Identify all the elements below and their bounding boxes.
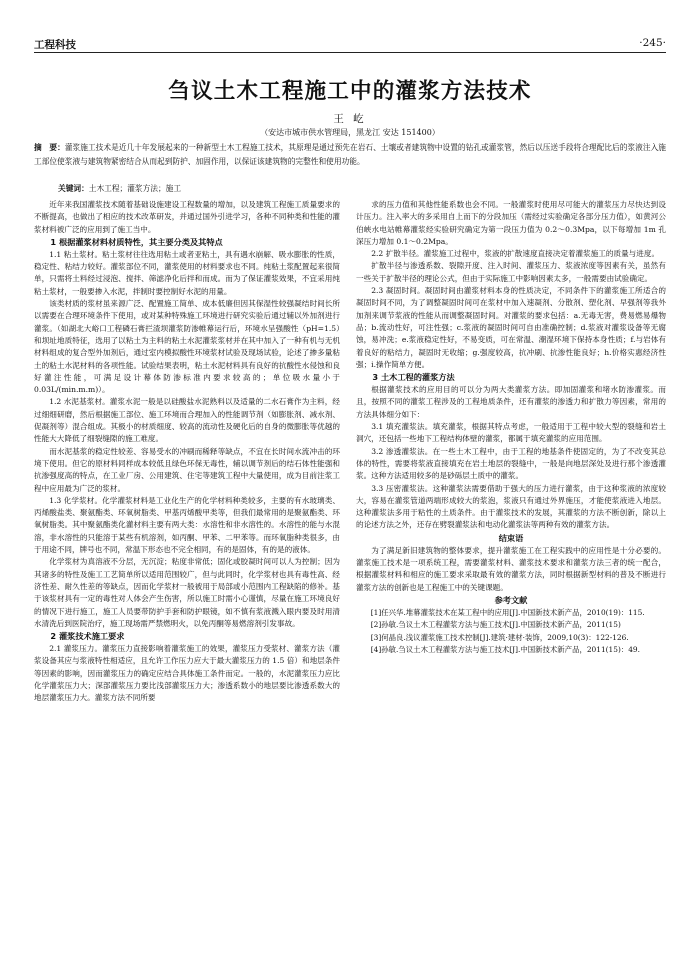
body-paragraph: 1.2 水泥基浆材。灌浆水泥一般是以硅酸盐水泥熟料以及适量的二水石膏作为主料，经过细细研磨，然后根据施工部位、施工环境而合理加入的性能调节剂（如膨胀剂、减水剂、促凝剂等）混合组成。其极小的材质细度、较高的流动性及硬化后的自身的微膨胀等优越的性能大大降低了细裂缝隙的施工难度。	[34, 397, 340, 444]
section-heading: 参考文献	[494, 594, 528, 605]
section-heading: 结束语	[498, 532, 524, 543]
abstract-text: 灌浆施工技术是近几十年发展起来的一种新型土木工程施工技术，其原理是通过预先在岩石、土壤或者建筑物中设置的钻孔或灌浆管，然后以压送手段将合理配比后的浆液注入施工部位使浆液与建筑物紧密结合从而起到防护、加固作用，以保证该建筑物的完整性和使用功能。	[34, 143, 666, 166]
author: 王 屹	[333, 113, 367, 125]
body-paragraph: 3.2 渗透灌浆法。在一些土木工程中，由于工程的地基条件使固定的，为了不改变其总体的特性，需要将浆液直接填充在岩土地层的裂缝中，一般是向地层深处及进行那个渗透灌浆。这种方法适用较多的是砂砾层土质中的灌浆。	[356, 446, 666, 481]
reference-item: [1]任兴华.堆幕灌浆技术在某工程中的应用[J].中国新技术新产品，2010(19)：115.	[370, 607, 645, 617]
reference-item: [4]孙敏.刍议土木工程灌浆方法与施工技术[J].中国新技术新产品，2011(15)：49.	[370, 644, 640, 654]
running-header	[34, 34, 666, 53]
body-paragraph: 1.1 粘土浆材。粘土浆材往往选用粘土或者亚粘土，具有遇水崩解、吸水膨胀的性质，稳定性、粘结力较好。灌浆部位不同，灌浆使用的材料要求也不同。纯粘土浆配置起来很简单，只需将土料经过浸泡、搅拌、筛滤净化后拌和而成。而为了保证灌浆效果，不宜采用纯粘土浆材，一般要掺入水泥，拌制时要控制好水泥的用量。	[34, 249, 340, 296]
body-paragraph: 化学浆材为真溶液不分层，无沉淀；粘度非常低；固化或胶凝时间可以人为控制；因为其诸多的特性及施工工艺简单所以适用范围较广，但与此同时，化学浆材也具有毒性高、经济性差、耐久性差的等缺点，因而化学浆材一般被用于局部或小范围内工程缺陷的修补。基于该浆材具有一定的毒性对人体会产生伤害，所以施工时需小心谨慎，尽量在施工环境良好的情况下进行施工，施工人员要带防护手套和防护眼镜，如不慎有浆液溅入眼内要及时用清水清洗后到医院治疗，施工现场需严禁燃明火，以免丙酮等易燃溶剂引发事故。	[34, 557, 340, 628]
body-paragraph: 扩散半径与渗透系数、裂隙开度、注入时间、灌浆压力、浆液浓度等因素有关，虽然有一些关于扩散半径的理论公式，但由于实际施工中影响因素太多，一般需要由试验确定。	[356, 261, 666, 283]
body-paragraph: 2.2 扩散半径。灌浆施工过程中，浆液的扩散速度直接决定着灌浆施工的质量与进度。	[371, 249, 660, 259]
body-paragraph: 3.3 压密灌浆法。这种灌浆法需要借助于强大的压力进行灌浆，由于这种浆液的浓度较大，容易在灌浆管道两端形成较大的浆泡，浆液只有通过外界施压，才能使浆液进入地层。这种灌浆法多用于粘性的土质条件。由于灌浆技术的发展，其灌浆的方法不断创新，除以上的论述方法之外，还存在劈裂灌浆法和电动化灌浆法等两种有效的灌浆方法。	[356, 483, 666, 530]
body-paragraph: 2.1 灌浆压力。灌浆压力直接影响着灌浆施工的效果，灌浆压力受浆材、灌浆方法（灌浆设备其应与浆液特性相适应，且允许工作压力应大于最大灌浆压力的 1.5 倍）和地层条件等因素的影响，因而灌浆压力的确定应结合具体施工条件而定。一般的，水泥灌浆压力应比化学灌浆压力大；深部灌浆压力要比浅部灌浆压力大；渗透系数小的地层要比渗透系数大的地层灌浆压力大。灌浆方法不同所要	[34, 644, 340, 703]
body-paragraph: 2.3 凝固时间。凝固时间由灌浆材料本身的性质决定，不同条件下的灌浆施工所适合的凝固时间不同，为了调整凝固时间可在浆材中加入速凝剂、分散剂、塑化剂、早强剂等我外加剂来调节浆液的性能从而调整凝固时间。对灌浆的要求包括：a.无毒无害，费易燃易爆物品；b.流动性好，可注性强；c.浆液的凝固时间可自由准确控制；d.浆液对灌浆设备等无腐蚀，易冲洗；e.浆液稳定性好，不易变质，可在常温、潮湿环境下保持本身性质；f.与岩体有着良好的粘结力，凝固时无收缩；g.强度较高，抗冲刷、抗渗性能良好；h.价格实惠经济性强；i.操作简单方便。	[356, 286, 666, 369]
section-heading: 2 灌浆技术施工要求	[50, 631, 125, 642]
journal-section: 工程科技	[34, 39, 76, 51]
body-paragraph: 3.1 填充灌浆法。填充灌浆，根据其特点考虑，一般适用于工程中较大型的裂缝和岩土洞穴，还包括一些地下工程结构体壁的灌浆，都属于填充灌浆的应用范围。	[356, 422, 666, 444]
keywords-text: 土木工程；灌浆方法；施工	[88, 184, 182, 193]
body-paragraph: 根据灌浆技术的应用目的可以分为两大类灌浆方法。即加固灌浆和堵水防渗灌浆。而且，按照不同的灌浆工程涉及的工程地质条件，还有灌浆的渗透力和扩散力等因素，常用的方法具体细分如下：	[356, 385, 666, 419]
page-number: ·245·	[639, 37, 666, 49]
abstract	[34, 141, 666, 168]
body-paragraph: 1.3 化学浆材。化学灌浆材料是工业化生产的化学材料种类较多，主要的有水玻璃类、丙烯酸盐类、聚氨酯类、环氧树脂类、甲基丙烯酸甲类等，但我们最常用的是聚氨酯类、环氧树脂类。其中聚氨酯类化灌材料主要有两大类：水溶性和非水溶性的。水溶性的能与水混溶，非水溶性的只能溶于某些有机溶剂，如丙酮、甲苯、二甲苯等。而环氧脂种类很多，由于用途不同，牌号也不同，常温下形态也不完全相同，有的是固体，有的是的液体。	[34, 495, 340, 555]
section-heading: 3 土木工程的灌浆方法	[372, 372, 455, 383]
reference-item: [3]何晶良.浅议灌浆施工技术控制[J].建筑·建材·装饰，2009,10(3)：122-126.	[370, 632, 629, 642]
left-column	[34, 199, 340, 705]
abstract-label: 摘 要：	[34, 143, 65, 152]
body-paragraph: 近年来我国灌浆技术随着基础设施建设工程数量的增加，以及建筑工程施工质量要求的不断提高，也做出了相应的技术改革研发，并通过国外引进学习，各种不同种类和性能的灌浆材料被广泛的应用到了施工当中。	[34, 200, 340, 234]
body-paragraph: 该类材质的浆材虽来源广泛、配置施工简单、成本低廉但因其保湿性较强凝结时间长所以需要在合理环境条件下使用，或对某种特殊施工环境进行研究实验后通过辅以外加剂进行灌浆。（如湖北大峪口工程磷石膏拦渣坝灌浆防渗帷幕运行后，环境水呈强酸性（pH=1.5）和坝址地质特征，选用了以粘土为主料的粘土水泥灌浆浆材并在其中加入了一种有机与无机材料组成的复合型外加剂后，通过室内模拟酸性环境浆材试验及现场试验，论述了掺多量粘土的粘土水泥材料的各项性能。试验结果表明，粘土水泥材料具有良好的抗酸性水侵蚀和良好灌注性能，可满足设计幕体防渗标准内要求较高的；单位吸水量小于 0.03L/(min.m.m)）。	[34, 299, 340, 395]
section-heading: 1 根据灌浆材料材质特性，其主要分类及其特点	[50, 236, 223, 247]
right-column	[356, 199, 666, 656]
affiliation: （安达市城市供水管理局，黑龙江 安达 151400）	[260, 128, 440, 137]
reference-item: [2]孙敏.刍议土木工程灌浆方法与施工技术[J].中国新技术新产品，2011(15)	[370, 620, 621, 630]
body-paragraph: 而水泥基浆的稳定性较差、容易受水的冲刷而稀释等缺点，不宜在长时间水流冲击的环境下使用。但它的原材料同样成本较低且绿色环保无毒性，辅以调节剂后的结石体性能强和抗渗强度高的特点，在工业厂房、公用建筑、住宅等建筑工程中大量使用，成为目前注浆工程中应用最为广泛的浆材。	[34, 446, 340, 493]
keywords	[58, 183, 181, 194]
article-title: 刍议土木工程施工中的灌浆方法技术	[168, 79, 532, 104]
keywords-label: 关键词：	[58, 184, 89, 193]
body-paragraph: 求的压力值和其他性能系数也会不同。一般灌浆时使用尽可能大的灌浆压力尽快达到设计压力。注入率大的多采用自上而下的分段加压（需经过实验确定各部分压力值），如黄河公伯峡水电站帷幕灌浆经实验研究确定为第一段压力值为 0.2～0.3Mpa，以下每增加 1m 孔深压力增加 0.1～0.2Mpa。	[356, 200, 666, 246]
body-paragraph: 为了满足新旧建筑物的整体要求，提升灌浆施工在工程实践中的应用性是十分必要的。灌浆施工技术是一项系统工程，需要灌浆材料、灌浆技术要求和灌浆方法三者的统一配合，根据灌浆材料和相应的施工要求采取最有效的灌浆方法，同时根据新型材料的普及不断进行灌浆方法的创新也是工程施工中的关键课题。	[356, 545, 666, 592]
